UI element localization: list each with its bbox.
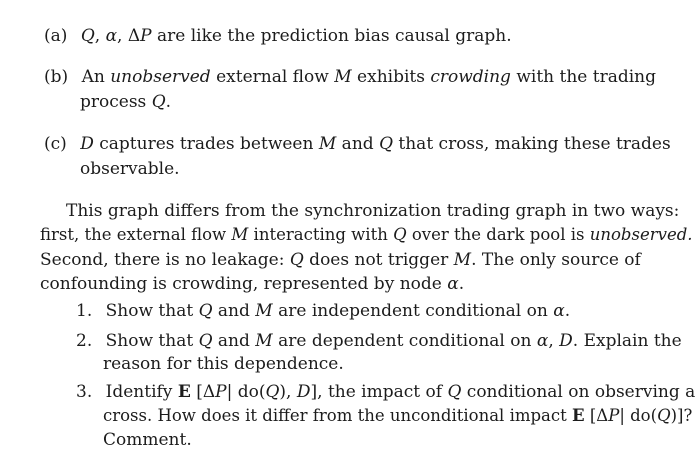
question-text: Identify E [ΔP| do(Q), D], the impact of Q conditional on observing a [105,382,696,402]
question-3-continued: cross. How does it differ from the unconditional impact E [ΔP| do(Q)]? [103,406,693,425]
question-text: Show that Q and M are independent conditional on α. [105,301,571,321]
paragraph-line-1: This graph differs from the synchronization trading graph in two ways: [66,201,680,221]
question-number: 1. [76,301,93,321]
question-text: Show that Q and M are dependent conditional on α, D. Explain the [105,331,682,351]
item-text: Q, α, ΔP are like the prediction bias causal graph. [80,26,512,46]
item-label: (a) [44,26,68,46]
item-b [44,67,656,87]
question-number: 2. [76,331,93,351]
question-3-continued-2: Comment. [103,430,192,450]
item-b-continued: process Q. [80,92,172,112]
paragraph-line-2: first, the external flow M interacting with Q over the dark pool is unobserved. [40,225,693,244]
item-c [44,134,671,154]
question-number: 3. [76,382,93,402]
item-label: (b) [44,67,69,87]
question-1 [76,301,570,321]
paragraph-line-4: confounding is crowding, represented by node α. [40,274,465,294]
item-text: D captures trades between M and Q that cross, making these trades [80,134,671,154]
question-3 [76,382,695,402]
item-a [44,26,512,46]
question-2-continued: reason for this dependence. [103,354,344,374]
question-2 [76,331,682,351]
item-label: (c) [44,134,67,154]
item-text: An unobserved external flow M exhibits crowding with the trading [81,67,657,87]
paragraph-line-3: Second, there is no leakage: Q does not trigger M. The only source of [40,250,641,270]
item-c-continued: observable. [80,159,180,179]
